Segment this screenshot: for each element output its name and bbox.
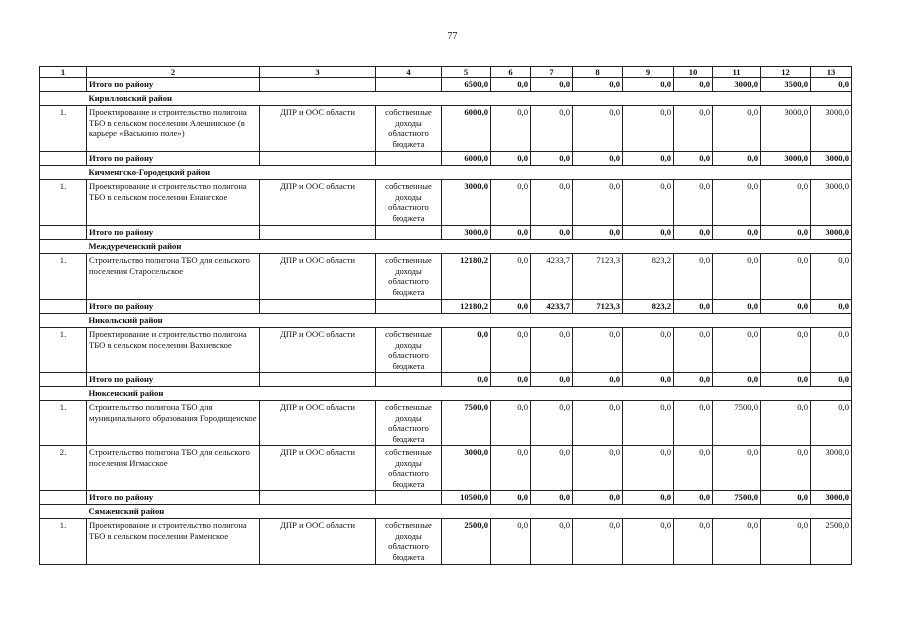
item-row (40, 180, 852, 226)
item-number: 1. (40, 519, 87, 565)
total-value: 6000,0 (442, 152, 491, 166)
item-value: 0,0 (674, 446, 713, 491)
item-value: 0,0 (491, 401, 531, 446)
item-source: собственные доходы областного бюджета (376, 519, 442, 565)
total-value: 3000,0 (713, 78, 761, 92)
total-value: 0,0 (491, 78, 531, 92)
item-row (40, 401, 852, 446)
total-value: 0,0 (713, 373, 761, 387)
total-row (40, 78, 852, 92)
funding-table (39, 66, 852, 565)
total-value: 823,2 (623, 300, 674, 314)
item-value: 0,0 (674, 401, 713, 446)
total-value: 0,0 (442, 373, 491, 387)
item-value: 2500,0 (442, 519, 491, 565)
total-value: 0,0 (674, 226, 713, 240)
item-row (40, 106, 852, 152)
item-value: 0,0 (623, 401, 674, 446)
total-value: 0,0 (623, 78, 674, 92)
item-row (40, 254, 852, 300)
header-row (40, 67, 852, 78)
col-header: 3 (260, 67, 376, 78)
total-value: 0,0 (811, 78, 852, 92)
col-header: 7 (531, 67, 573, 78)
total-value: 7500,0 (713, 491, 761, 505)
item-value: 7500,0 (442, 401, 491, 446)
total-label: Итого по району (87, 152, 260, 166)
item-value: 3000,0 (442, 180, 491, 226)
total-value: 0,0 (674, 373, 713, 387)
item-value: 0,0 (531, 180, 573, 226)
item-value: 0,0 (491, 180, 531, 226)
total-value: 0,0 (623, 373, 674, 387)
item-value: 0,0 (713, 519, 761, 565)
item-name: Проектирование и строительство полигона ТБО в сельском поселении Енангское (87, 180, 260, 226)
total-value: 10500,0 (442, 491, 491, 505)
item-value: 0,0 (674, 106, 713, 152)
total-label: Итого по району (87, 78, 260, 92)
item-value: 0,0 (623, 180, 674, 226)
item-name: Проектирование и строительство полигона ТБО в сельском поселении Вахневское (87, 328, 260, 373)
district-row (40, 166, 852, 180)
district-row (40, 314, 852, 328)
item-source: собственные доходы областного бюджета (376, 328, 442, 373)
total-value: 3000,0 (811, 491, 852, 505)
total-value: 0,0 (573, 373, 623, 387)
col-header: 2 (87, 67, 260, 78)
item-agency: ДПР и ООС области (260, 446, 376, 491)
total-value: 12180,2 (442, 300, 491, 314)
col-header: 10 (674, 67, 713, 78)
total-value: 0,0 (623, 491, 674, 505)
item-number: 1. (40, 180, 87, 226)
col-header: 6 (491, 67, 531, 78)
item-agency: ДПР и ООС области (260, 401, 376, 446)
col-header: 5 (442, 67, 491, 78)
district-row (40, 92, 852, 106)
col-header: 11 (713, 67, 761, 78)
item-value: 0,0 (811, 254, 852, 300)
total-value: 0,0 (531, 78, 573, 92)
total-value: 0,0 (811, 300, 852, 314)
item-value: 0,0 (713, 446, 761, 491)
item-value: 0,0 (531, 519, 573, 565)
col-header: 4 (376, 67, 442, 78)
item-value: 0,0 (674, 328, 713, 373)
col-header: 13 (811, 67, 852, 78)
item-number: 1. (40, 328, 87, 373)
item-agency: ДПР и ООС области (260, 254, 376, 300)
page-number: 77 (447, 31, 458, 42)
item-source: собственные доходы областного бюджета (376, 254, 442, 300)
item-number: 1. (40, 106, 87, 152)
total-value: 3000,0 (442, 226, 491, 240)
total-value: 0,0 (531, 373, 573, 387)
item-value: 0,0 (674, 254, 713, 300)
district-row (40, 240, 852, 254)
total-value: 0,0 (491, 373, 531, 387)
district-name: Нюксенский район (87, 387, 852, 401)
item-value: 0,0 (761, 401, 811, 446)
item-name: Строительство полигона ТБО для муниципального образования Городищенское (87, 401, 260, 446)
item-value: 0,0 (623, 328, 674, 373)
item-value: 0,0 (761, 446, 811, 491)
item-value: 12180,2 (442, 254, 491, 300)
total-value: 0,0 (674, 491, 713, 505)
district-row (40, 387, 852, 401)
item-value: 0,0 (531, 401, 573, 446)
district-name: Междуреченский район (87, 240, 852, 254)
item-value: 0,0 (674, 180, 713, 226)
district-name: Кичменгско-Городецкий район (87, 166, 852, 180)
total-value: 3000,0 (811, 226, 852, 240)
item-value: 0,0 (573, 519, 623, 565)
item-value: 0,0 (761, 254, 811, 300)
item-value: 0,0 (811, 401, 852, 446)
item-value: 7123,3 (573, 254, 623, 300)
total-value: 3000,0 (811, 152, 852, 166)
total-value: 0,0 (491, 491, 531, 505)
item-value: 0,0 (761, 328, 811, 373)
total-row (40, 152, 852, 166)
item-source: собственные доходы областного бюджета (376, 446, 442, 491)
item-value: 0,0 (713, 328, 761, 373)
item-value: 3000,0 (811, 106, 852, 152)
item-value: 3000,0 (811, 446, 852, 491)
item-row (40, 446, 852, 491)
total-value: 7123,3 (573, 300, 623, 314)
item-value: 6000,0 (442, 106, 491, 152)
total-value: 0,0 (573, 491, 623, 505)
item-value: 0,0 (531, 328, 573, 373)
item-value: 4233,7 (531, 254, 573, 300)
total-value: 0,0 (573, 78, 623, 92)
item-name: Строительство полигона ТБО для сельского поселения Старосельское (87, 254, 260, 300)
item-agency: ДПР и ООС области (260, 180, 376, 226)
item-source: собственные доходы областного бюджета (376, 180, 442, 226)
item-row (40, 519, 852, 565)
col-header: 12 (761, 67, 811, 78)
item-value: 0,0 (573, 180, 623, 226)
item-value: 0,0 (811, 328, 852, 373)
item-value: 0,0 (713, 254, 761, 300)
item-value: 0,0 (442, 328, 491, 373)
total-value: 4233,7 (531, 300, 573, 314)
total-value: 0,0 (761, 226, 811, 240)
item-value: 0,0 (713, 180, 761, 226)
item-name: Проектирование и строительство полигона ТБО в сельском поселении Раменское (87, 519, 260, 565)
item-agency: ДПР и ООС области (260, 106, 376, 152)
item-value: 0,0 (623, 106, 674, 152)
item-value: 3000,0 (811, 180, 852, 226)
total-value: 0,0 (491, 152, 531, 166)
item-value: 3000,0 (442, 446, 491, 491)
total-value: 0,0 (761, 373, 811, 387)
item-value: 0,0 (573, 446, 623, 491)
item-value: 0,0 (573, 328, 623, 373)
item-value: 823,2 (623, 254, 674, 300)
total-row (40, 300, 852, 314)
col-header: 1 (40, 67, 87, 78)
item-value: 0,0 (761, 180, 811, 226)
total-label: Итого по району (87, 226, 260, 240)
item-value: 0,0 (674, 519, 713, 565)
item-agency: ДПР и ООС области (260, 328, 376, 373)
item-value: 0,0 (623, 519, 674, 565)
col-header: 9 (623, 67, 674, 78)
item-value: 0,0 (713, 106, 761, 152)
total-value: 3000,0 (761, 152, 811, 166)
item-value: 0,0 (491, 106, 531, 152)
col-header: 8 (573, 67, 623, 78)
item-value: 0,0 (491, 328, 531, 373)
total-value: 0,0 (713, 300, 761, 314)
item-value: 0,0 (531, 106, 573, 152)
total-value: 0,0 (761, 491, 811, 505)
item-value: 0,0 (491, 519, 531, 565)
item-row (40, 328, 852, 373)
total-value: 3500,0 (761, 78, 811, 92)
total-label: Итого по району (87, 491, 260, 505)
item-agency: ДПР и ООС области (260, 519, 376, 565)
item-value: 3000,0 (761, 106, 811, 152)
total-label: Итого по району (87, 300, 260, 314)
total-value: 0,0 (531, 491, 573, 505)
item-value: 2500,0 (811, 519, 852, 565)
total-value: 0,0 (623, 226, 674, 240)
item-number: 1. (40, 254, 87, 300)
total-value: 0,0 (531, 226, 573, 240)
total-value: 0,0 (674, 78, 713, 92)
item-number: 2. (40, 446, 87, 491)
total-value: 0,0 (713, 152, 761, 166)
total-value: 0,0 (674, 300, 713, 314)
total-value: 0,0 (531, 152, 573, 166)
total-value: 0,0 (573, 152, 623, 166)
district-name: Сямженский район (87, 505, 852, 519)
total-value: 0,0 (713, 226, 761, 240)
item-value: 0,0 (761, 519, 811, 565)
item-value: 0,0 (573, 106, 623, 152)
total-value: 0,0 (623, 152, 674, 166)
total-value: 6500,0 (442, 78, 491, 92)
total-row (40, 226, 852, 240)
district-row (40, 505, 852, 519)
item-source: собственные доходы областного бюджета (376, 401, 442, 446)
item-value: 0,0 (573, 401, 623, 446)
item-name: Строительство полигона ТБО для сельского поселения Игмасское (87, 446, 260, 491)
item-value: 7500,0 (713, 401, 761, 446)
item-value: 0,0 (623, 446, 674, 491)
total-value: 0,0 (491, 226, 531, 240)
item-source: собственные доходы областного бюджета (376, 106, 442, 152)
item-name: Проектирование и строительство полигона ТБО в сельском поселении Алешинское (в карьере «Васькино поле») (87, 106, 260, 152)
total-value: 0,0 (811, 373, 852, 387)
total-label: Итого по району (87, 373, 260, 387)
item-number: 1. (40, 401, 87, 446)
total-value: 0,0 (674, 152, 713, 166)
total-value: 0,0 (573, 226, 623, 240)
item-value: 0,0 (491, 446, 531, 491)
district-name: Кирилловский район (87, 92, 852, 106)
total-row (40, 491, 852, 505)
item-value: 0,0 (531, 446, 573, 491)
total-value: 0,0 (761, 300, 811, 314)
item-value: 0,0 (491, 254, 531, 300)
district-name: Никольский район (87, 314, 852, 328)
total-value: 0,0 (491, 300, 531, 314)
total-row (40, 373, 852, 387)
